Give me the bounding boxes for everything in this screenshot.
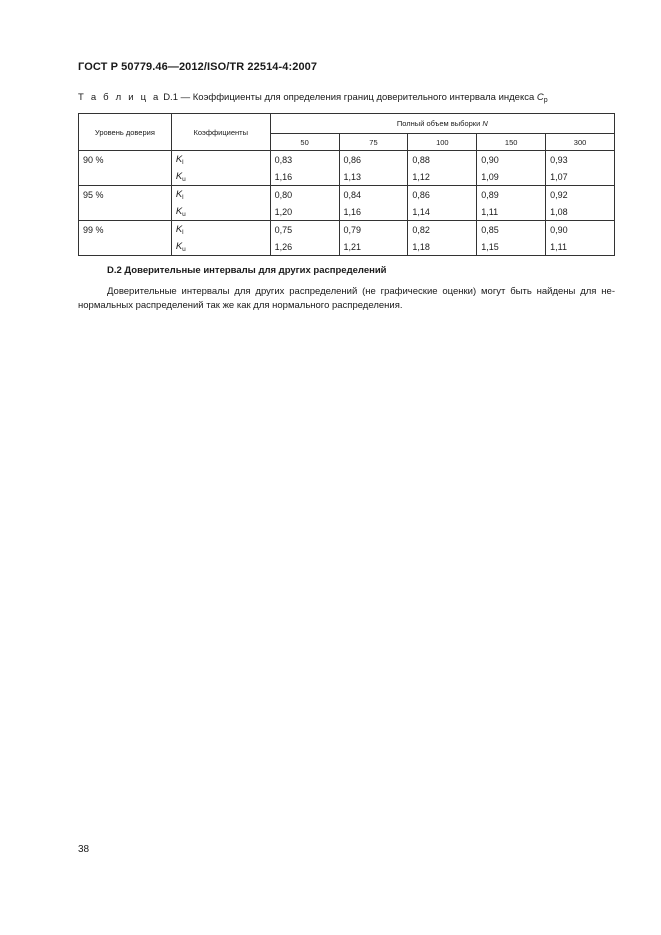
- value-cell: 0,86: [339, 151, 408, 169]
- value-cell: 1,14: [408, 203, 477, 221]
- value-cell: 1,15: [477, 238, 546, 256]
- coefficient-subscript: l: [182, 228, 184, 236]
- value-cell: 1,13: [339, 168, 408, 186]
- value-cell: 1,21: [339, 238, 408, 256]
- coefficient-subscript: l: [182, 193, 184, 201]
- page-number: 38: [78, 844, 90, 855]
- value-cell: 1,08: [546, 203, 615, 221]
- coefficient-symbol: K: [175, 240, 183, 252]
- header-sample-size-symbol: N: [482, 119, 488, 128]
- header-sample-size-value: 100: [408, 134, 477, 151]
- coefficient-symbol: K: [175, 205, 183, 217]
- paragraph-line: Доверительные интервалы для других распределений (не графические оценки) могут быть найдены для не-: [107, 286, 615, 297]
- coefficient-subscript: u: [182, 175, 186, 183]
- value-cell: 0,79: [339, 221, 408, 239]
- coefficient-symbol: K: [175, 153, 183, 165]
- coefficient-cell: [171, 238, 270, 256]
- header-sample-size: [270, 114, 614, 134]
- confidence-level-cell: 90 %: [79, 151, 172, 169]
- coefficient-cell: [171, 203, 270, 221]
- table-row: [79, 186, 615, 204]
- coefficient-symbol: K: [175, 170, 183, 182]
- value-cell: 1,20: [270, 203, 339, 221]
- header-sample-size-value: 300: [546, 134, 615, 151]
- value-cell: 1,09: [477, 168, 546, 186]
- table-row: [79, 221, 615, 239]
- section-title: D.2 Доверительные интервалы для других распределений: [107, 265, 387, 276]
- coefficient-subscript: u: [182, 245, 186, 253]
- table-row: [79, 203, 615, 221]
- document-header-code: ГОСТ Р 50779.46—2012/ISO/TR 22514-4:2007: [78, 61, 318, 73]
- header-sample-size-prefix: Полный объем выборки: [396, 119, 483, 128]
- table-row: [79, 238, 615, 256]
- value-cell: 1,12: [408, 168, 477, 186]
- value-cell: 0,86: [408, 186, 477, 204]
- confidence-level-cell-empty: [79, 203, 172, 221]
- header-sample-size-value: 50: [270, 134, 339, 151]
- value-cell: 0,84: [339, 186, 408, 204]
- coefficient-cell: [171, 186, 270, 204]
- table-caption-text: — Коэффициенты для определения границ доверительного интервала индекса: [177, 92, 537, 103]
- header-sample-size-value: 75: [339, 134, 408, 151]
- coefficients-table: [78, 113, 615, 256]
- value-cell: 1,11: [546, 238, 615, 256]
- value-cell: 0,90: [546, 221, 615, 239]
- value-cell: 0,89: [477, 186, 546, 204]
- confidence-level-cell: 95 %: [79, 186, 172, 204]
- coefficient-cell: [171, 221, 270, 239]
- value-cell: 0,75: [270, 221, 339, 239]
- value-cell: 1,11: [477, 203, 546, 221]
- header-sample-size-value: 150: [477, 134, 546, 151]
- table-row: [79, 151, 615, 169]
- header-confidence-level: Уровень доверия: [79, 114, 172, 151]
- header-coefficients: Коэффициенты: [171, 114, 270, 151]
- coefficient-subscript: l: [182, 158, 184, 166]
- value-cell: 1,07: [546, 168, 615, 186]
- table-caption: [78, 92, 548, 104]
- coefficient-cell: [171, 151, 270, 169]
- table-row: [79, 168, 615, 186]
- table-caption-label: Т а б л и ц а: [78, 92, 161, 103]
- value-cell: 1,26: [270, 238, 339, 256]
- coefficient-cell: [171, 168, 270, 186]
- value-cell: 0,90: [477, 151, 546, 169]
- value-cell: 1,16: [339, 203, 408, 221]
- table-caption-number: D.1: [163, 92, 178, 103]
- confidence-level-cell-empty: [79, 238, 172, 256]
- value-cell: 0,85: [477, 221, 546, 239]
- value-cell: 0,83: [270, 151, 339, 169]
- value-cell: 1,18: [408, 238, 477, 256]
- section-paragraph: [78, 285, 615, 313]
- value-cell: 0,92: [546, 186, 615, 204]
- value-cell: 0,88: [408, 151, 477, 169]
- coefficient-subscript: u: [182, 210, 186, 218]
- paragraph-line: нормальных распределений так же как для нормального распределения.: [78, 300, 403, 311]
- confidence-level-cell-empty: [79, 168, 172, 186]
- coefficient-symbol: K: [175, 188, 183, 200]
- confidence-level-cell: 99 %: [79, 221, 172, 239]
- coefficient-symbol: K: [175, 223, 183, 235]
- value-cell: 0,93: [546, 151, 615, 169]
- table-caption-index-symbol: C: [536, 92, 544, 103]
- value-cell: 1,16: [270, 168, 339, 186]
- value-cell: 0,80: [270, 186, 339, 204]
- table-caption-index-sub: p: [543, 97, 548, 104]
- value-cell: 0,82: [408, 221, 477, 239]
